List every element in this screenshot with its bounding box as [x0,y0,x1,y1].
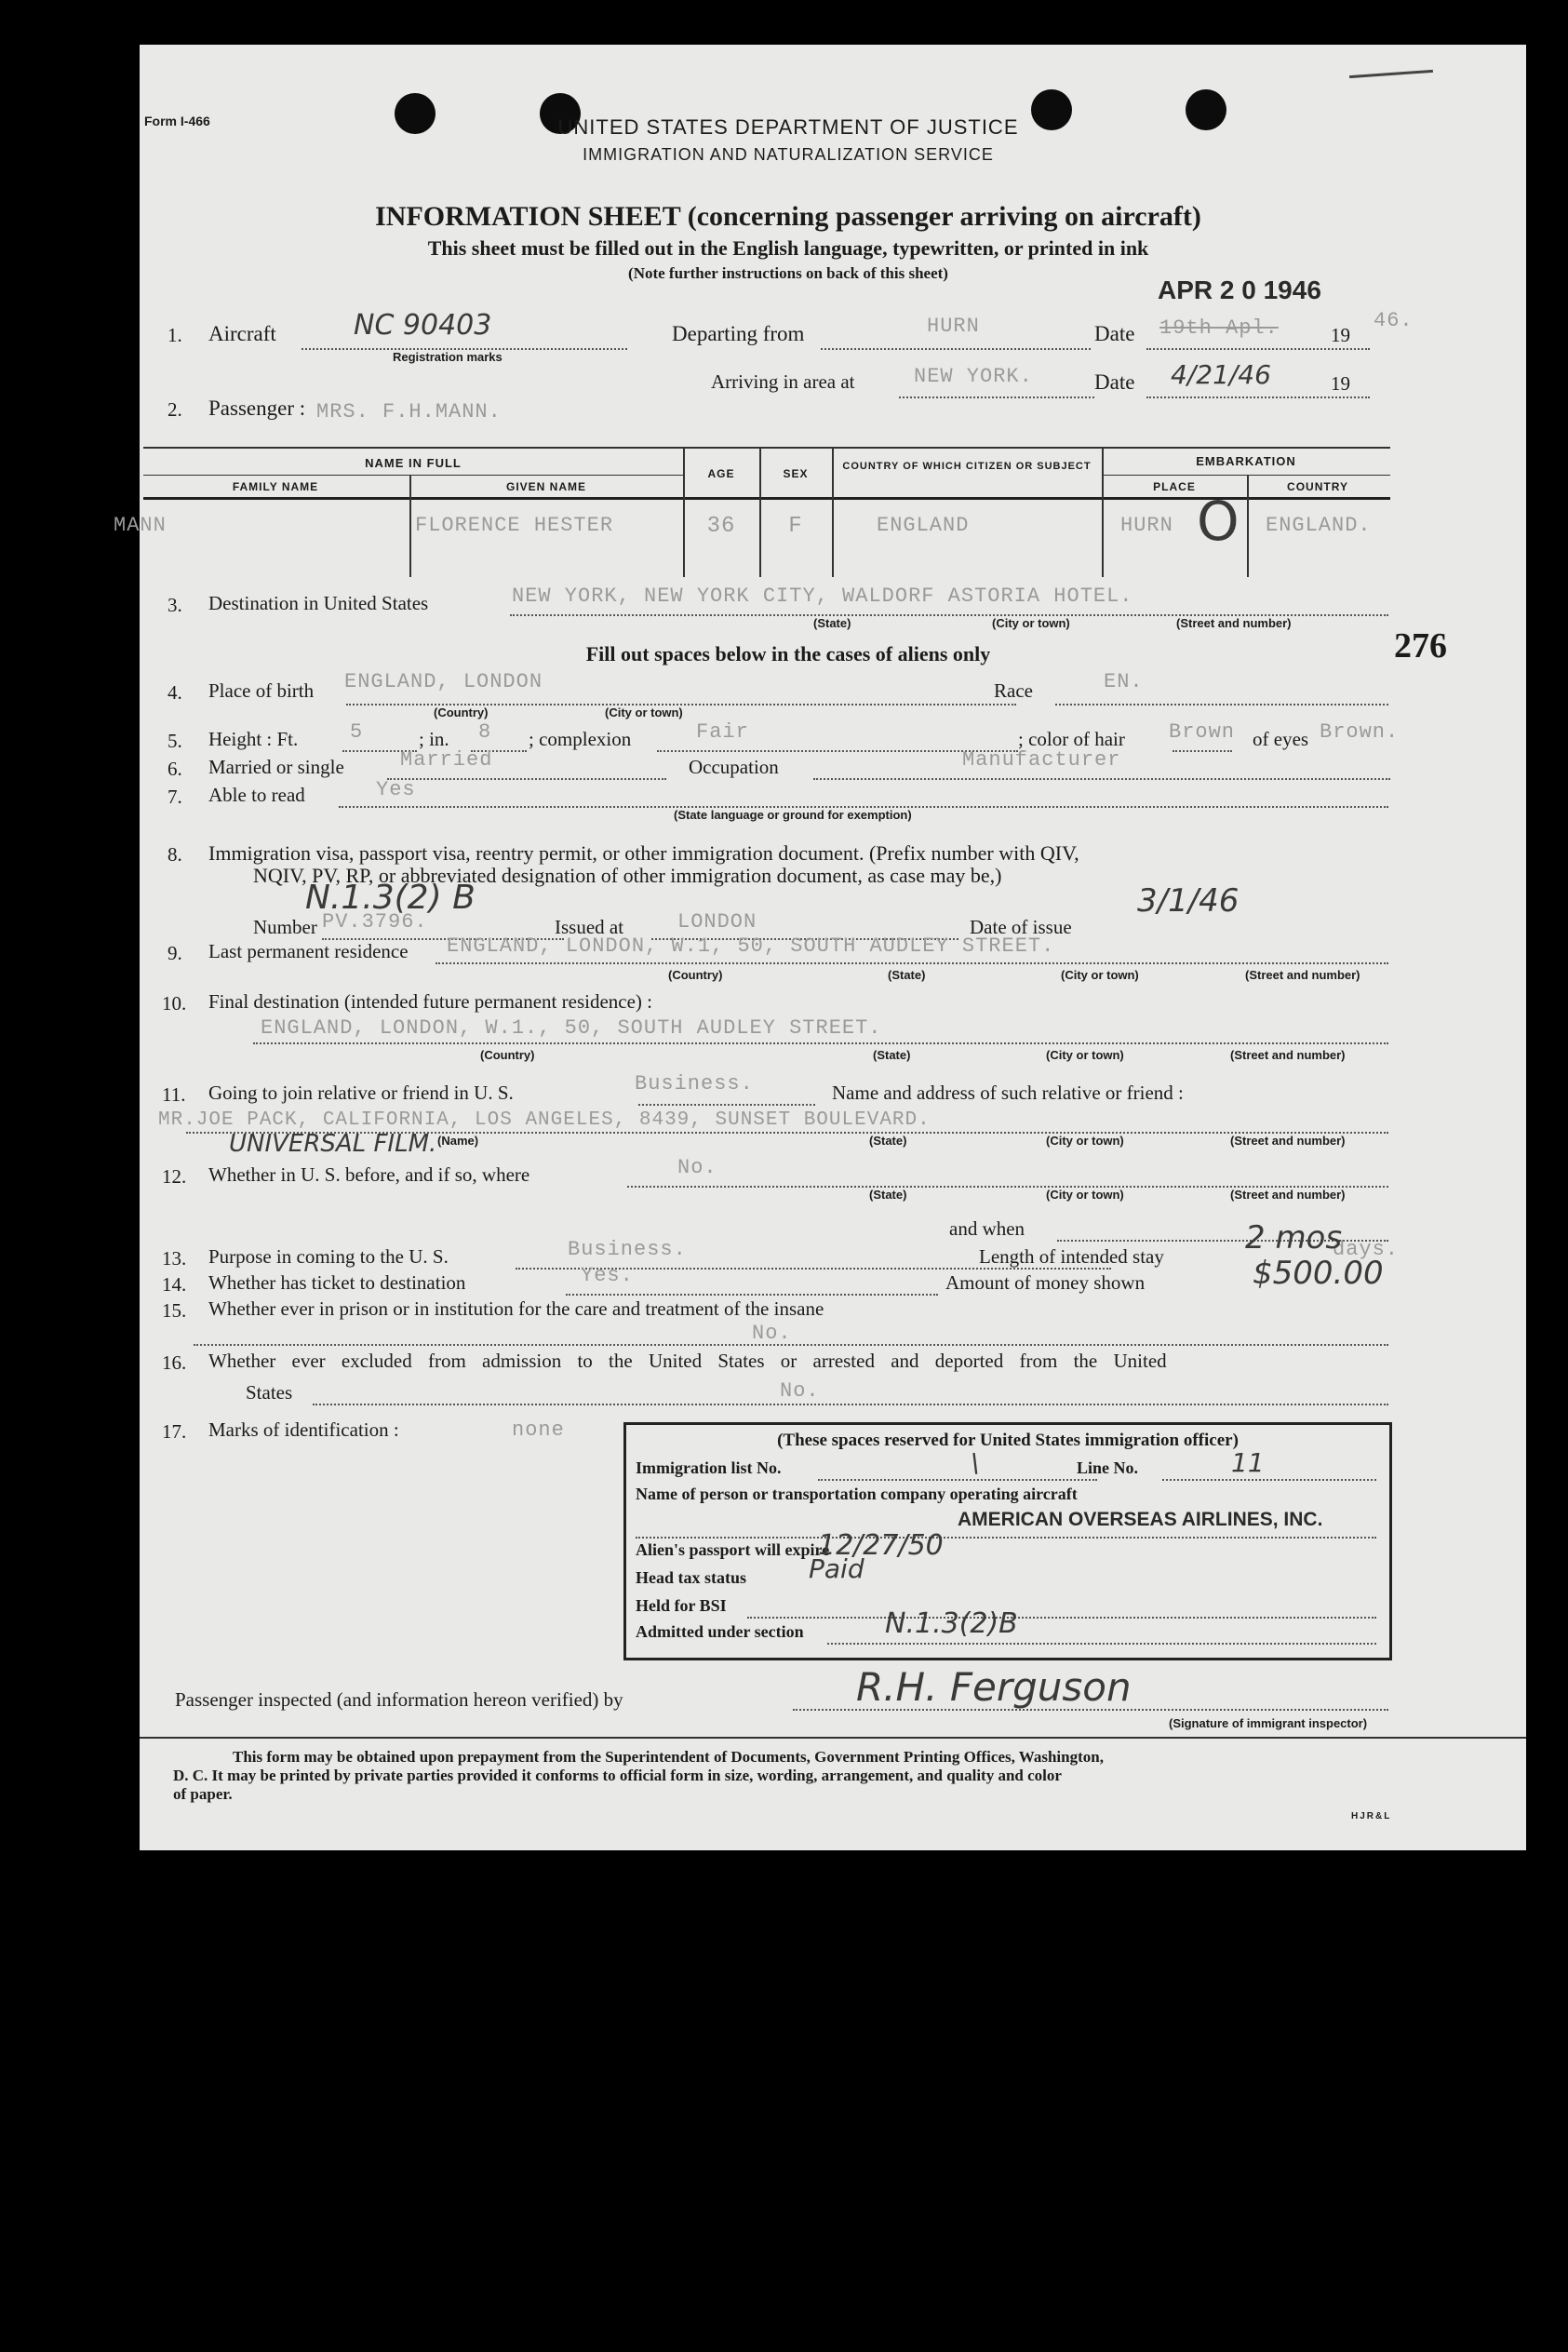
embarkation-country-cell: ENGLAND. [1266,514,1372,537]
prison-history-value: No. [752,1322,792,1345]
name-in-full-header: NAME IN FULL [365,456,462,470]
departing-from-value: HURN [927,315,980,338]
departure-year-prefix: 19 [1331,324,1350,346]
relative-employer-handwritten: UNIVERSAL FILM. [229,1130,437,1158]
length-of-stay-typed: days. [1333,1238,1400,1261]
marital-status-value: Married [400,748,493,772]
field-17-number: 17. [162,1420,187,1443]
join-relative-label: Going to join relative or friend in U. S. [208,1082,514,1104]
issued-at-value: LONDON [677,910,757,934]
marital-status-label: Married or single [208,756,344,778]
form-number: Form I-466 [144,114,210,128]
birthplace-value: ENGLAND, LONDON [344,670,543,693]
field-10-number: 10. [162,992,187,1015]
length-of-stay-label: Length of intended stay [979,1245,1164,1268]
transport-company-label: Name of person or transportation company operating aircraft [636,1485,1078,1503]
punch-hole-4 [1186,89,1226,130]
passenger-label: Passenger : [208,396,306,420]
passport-expiry-value: 12/27/50 [818,1529,944,1562]
aircraft-value: NC 90403 [354,309,492,342]
money-shown-label: Amount of money shown [945,1271,1146,1294]
previous-us-visit-value: No. [677,1156,717,1179]
admitted-section-value: N.1.3(2)B [885,1607,1018,1640]
form-title: INFORMATION SHEET (concerning passenger arriving on aircraft) [375,201,1201,232]
relative-name-address-value: MR.JOE PACK, CALIFORNIA, LOS ANGELES, 8439, SUNSET BOULEVARD. [158,1109,931,1131]
line-number-value: 11 [1231,1447,1265,1478]
length-of-stay-value: 2 mos [1245,1219,1343,1257]
final-destination-street-sublabel: (Street and number) [1230,1048,1346,1062]
field-8-number: 8. [168,843,182,866]
aircraft-label: Aircraft [208,322,276,345]
identification-marks-label: Marks of identification : [208,1418,399,1441]
place-cell: HURN [1120,514,1173,537]
embarkation-header: EMBARKATION [1196,454,1296,468]
line-number-label: Line No. [1077,1458,1139,1477]
date-of-issue-value: 3/1/46 [1137,882,1240,920]
height-feet-value: 5 [350,720,364,744]
age-cell: 36 [706,514,736,539]
field-6-number: 6. [168,758,182,780]
final-destination-value: ENGLAND, LONDON, W.1., 50, SOUTH AUDLEY STREET. [261,1016,882,1040]
occupation-value: Manufacturer [962,748,1121,772]
immigration-document-handwritten: N.1.3(2) B [305,879,476,917]
received-stamp: APR 2 0 1946 [1158,276,1321,304]
family-name-cell: MANN [114,514,167,537]
officer-reserved-box [623,1422,1392,1660]
field-16-number: 16. [162,1351,187,1374]
sex-cell: F [788,514,803,539]
footer-line-3: of paper. [173,1785,233,1803]
last-residence-label: Last permanent residence [208,940,409,962]
head-tax-value: Paid [809,1553,864,1584]
issued-at-label: Issued at [555,916,624,938]
form-subtitle: This sheet must be filled out in the English language, typewritten, or printed in ink [427,236,1149,260]
complexion-value: Fair [696,720,749,744]
field-5-number: 5. [168,730,182,752]
join-relative-value: Business. [635,1072,754,1095]
date-of-issue-label: Date of issue [970,916,1072,938]
previous-visit-when-label: and when [949,1217,1025,1240]
last-residence-state-sublabel: (State) [888,968,926,982]
money-shown-value: $500.00 [1253,1255,1384,1292]
prison-history-label: Whether ever in prison or in institution for the care and treatment of the insane [208,1297,824,1320]
height-inches-value: 8 [478,720,492,744]
corner-number: 276 [1394,626,1447,665]
inspection-label: Passenger inspected (and information hereon verified) by [175,1688,623,1711]
hair-color-value: Brown [1169,720,1236,744]
destination-state-sublabel: (State) [813,616,851,630]
relative-name-address-label: Name and address of such relative or friend : [832,1082,1184,1104]
exclusion-history-label-line2: States [246,1381,293,1404]
race-value: EN. [1104,670,1144,693]
complexion-label: ; complexion [529,728,632,750]
immigration-document-line2: NQIV, PV, RP, or abbreviated designation of other immigration document, as case may be,) [253,864,1002,887]
height-feet-label: Height : Ft. [208,728,299,750]
document-number-label: Number [253,916,317,938]
head-tax-label: Head tax status [636,1568,747,1587]
purpose-value: Business. [568,1238,687,1261]
field-14-number: 14. [162,1273,187,1296]
document-number-value: PV.3796. [322,910,428,934]
identification-marks-value: none [512,1418,565,1442]
last-residence-value: ENGLAND, LONDON, W.1, 50, SOUTH AUDLEY STREET. [447,934,1055,958]
previous-visit-street-sublabel: (Street and number) [1230,1188,1346,1202]
birthplace-label: Place of birth [208,679,315,702]
field-15-number: 15. [162,1299,187,1322]
previous-visit-city-sublabel: (City or town) [1046,1188,1124,1202]
transport-company-stamp: AMERICAN OVERSEAS AIRLINES, INC. [958,1509,1323,1530]
corner-pencil-mark [1349,70,1433,78]
registration-marks-label: Registration marks [393,350,503,364]
place-circle-mark: O [1197,490,1240,553]
birthplace-country-sublabel: (Country) [434,706,489,719]
purpose-label: Purpose in coming to the U. S. [208,1245,449,1268]
previous-visit-state-sublabel: (State) [869,1188,907,1202]
family-name-header: FAMILY NAME [232,480,319,493]
hair-color-label: ; color of hair [1018,728,1125,750]
final-destination-city-sublabel: (City or town) [1046,1048,1124,1062]
sex-header: SEX [783,467,809,480]
arrival-date-value: 4/21/46 [1171,359,1271,390]
ticket-value: Yes. [581,1264,634,1287]
held-for-bsi-label: Held for BSI [636,1596,727,1615]
arriving-value: NEW YORK. [914,365,1033,388]
previous-us-visit-label: Whether in U. S. before, and if so, where [208,1163,530,1186]
inspector-signature: R.H. Ferguson [856,1664,1132,1710]
eye-color-label: of eyes [1253,728,1309,750]
departing-from-label: Departing from [672,322,805,345]
eye-color-value: Brown. [1320,720,1400,744]
final-destination-state-sublabel: (State) [873,1048,911,1062]
arrival-date-label: Date [1094,370,1135,394]
passport-expiry-label: Alien's passport will expire [636,1540,830,1559]
immigration-list-value: \ [971,1447,980,1478]
field-11-number: 11. [162,1083,186,1106]
field-4-number: 4. [168,681,182,704]
height-inches-label: ; in. [419,728,449,750]
last-residence-city-sublabel: (City or town) [1061,968,1139,982]
destination-label: Destination in United States [208,592,429,614]
last-residence-street-sublabel: (Street and number) [1245,968,1360,982]
field-9-number: 9. [168,942,182,964]
destination-value: NEW YORK, NEW YORK CITY, WALDORF ASTORIA HOTEL. [512,585,1133,608]
country-citizen-header: COUNTRY OF WHICH CITIZEN OR SUBJECT [842,461,1092,472]
printer-mark: HJR&L [1351,1811,1392,1821]
field-13-number: 13. [162,1247,187,1270]
departure-date-value: 19th Apl. [1159,316,1279,340]
place-header: PLACE [1153,480,1196,493]
occupation-label: Occupation [689,756,779,778]
footer-line-1: This form may be obtained upon prepayment from the Superintendent of Documents, Government Printing Offices, Washington, [233,1748,1104,1766]
birthplace-city-sublabel: (City or town) [605,706,683,719]
given-name-cell: FLORENCE HESTER [415,514,614,537]
inspector-signature-sublabel: (Signature of immigrant inspector) [1169,1716,1368,1730]
exclusion-history-label: Whether ever excluded from admission to the United States or arrested and deported from the United [208,1350,1167,1372]
field-1-number: 1. [168,324,182,346]
destination-city-sublabel: (City or town) [992,616,1070,630]
form-sheet [114,45,1526,1850]
field-7-number: 7. [168,786,182,808]
departure-date-label: Date [1094,322,1135,345]
field-3-number: 3. [168,594,182,616]
punch-hole-3 [1031,89,1072,130]
punch-hole-1 [395,93,436,134]
immigration-document-line1: Immigration visa, passport visa, reentry permit, or other immigration document. (Prefix number with QIV, [208,841,1079,865]
officer-box-title: (These spaces reserved for United States immigration officer) [777,1431,1239,1450]
last-residence-country-sublabel: (Country) [668,968,723,982]
field-2-number: 2. [168,398,182,421]
departure-year-value: 46. [1374,309,1414,332]
race-label: Race [994,679,1033,702]
service-name: IMMIGRATION AND NATURALIZATION SERVICE [583,145,994,164]
agency-name: UNITED STATES DEPARTMENT OF JUSTICE [557,115,1019,139]
admitted-section-label: Admitted under section [636,1622,804,1641]
able-to-read-value: Yes [376,778,416,801]
footer-line-2: D. C. It may be printed by private parties provided it conforms to official form in size, wording, arrangement, and quality and color [173,1767,1062,1784]
able-to-read-label: Able to read [208,784,305,806]
relative-state-sublabel: (State) [869,1134,907,1148]
passenger-value: MRS. F.H.MANN. [316,400,502,423]
final-destination-country-sublabel: (Country) [480,1048,535,1062]
exclusion-history-value: No. [780,1379,820,1403]
relative-city-sublabel: (City or town) [1046,1134,1124,1148]
field-12-number: 12. [162,1165,187,1188]
age-header: AGE [707,467,735,480]
ticket-label: Whether has ticket to destination [208,1271,466,1294]
form-note: (Note further instructions on back of this sheet) [628,264,948,282]
relative-name-sublabel: (Name) [437,1134,479,1148]
arriving-label: Arriving in area at [711,370,855,393]
immigration-list-label: Immigration list No. [636,1458,782,1477]
given-name-header: GIVEN NAME [505,480,587,493]
aliens-only-heading: Fill out spaces below in the cases of aliens only [585,642,991,665]
able-to-read-sublabel: (State language or ground for exemption) [674,808,912,822]
relative-street-sublabel: (Street and number) [1230,1134,1346,1148]
embarkation-country-header: COUNTRY [1287,480,1348,493]
final-destination-label: Final destination (intended future permanent residence) : [208,990,653,1013]
destination-street-sublabel: (Street and number) [1176,616,1292,630]
arrival-year-prefix: 19 [1331,372,1350,395]
country-citizen-cell: ENGLAND [877,514,970,537]
